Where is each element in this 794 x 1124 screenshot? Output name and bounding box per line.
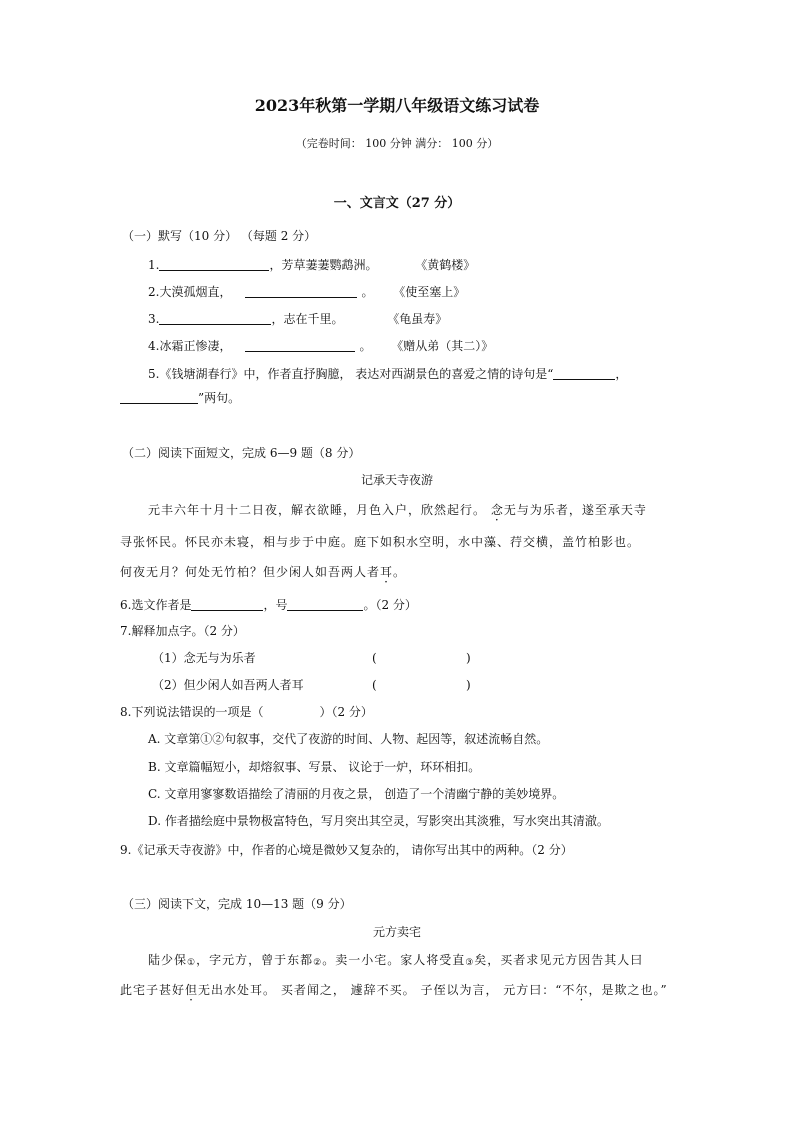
q2-end: 。 xyxy=(361,285,374,299)
q7-item-1-paren-close: ) xyxy=(466,651,471,665)
q1-source: 《黄鹤楼》 xyxy=(415,258,476,272)
passage-text: ，是欺之也。” xyxy=(588,983,668,997)
q4-source: 《赠从弟（其二）》 xyxy=(391,339,494,353)
q4-end: 。 xyxy=(359,339,372,353)
note-marker: ① xyxy=(187,958,197,968)
q6-blank-2[interactable] xyxy=(287,598,363,611)
q6-blank-1[interactable] xyxy=(191,598,263,611)
dotted-char: 尔 xyxy=(575,983,589,997)
passage-text: 矣，买者求见元方因告其人曰 xyxy=(474,953,644,967)
passage-1-line-2: 寻张怀民。怀民亦未寝，相与步于中庭。庭下如积水空明，水中藻、荇交横，盖竹柏影也。 xyxy=(120,535,641,549)
question-8 xyxy=(120,704,373,720)
question-3 xyxy=(148,311,447,327)
question-1 xyxy=(148,257,475,273)
q8-option-c: C. 文章用寥寥数语描绘了清丽的月夜之景， 创造了一个清幽宁静的美妙境界。 xyxy=(148,787,565,801)
passage-text: 何夜无月？何处无竹柏？但少闲人如吾两人者 xyxy=(120,565,381,579)
passage-text: 。卖一小宅。家人将受直 xyxy=(322,953,466,967)
q2-source: 《使至塞上》 xyxy=(393,285,466,299)
exam-subtitle: （完卷时间： 100 分钟 满分： 100 分） xyxy=(295,137,499,150)
question-7-item-2: （2）但少闲人如吾两人者耳 xyxy=(152,678,304,692)
passage-text: 元丰六年十月十二日夜，解衣欲睡，月色入户，欣然起行。 xyxy=(148,503,491,517)
q7-item-1-paren-open: ( xyxy=(372,651,377,665)
passage-text: 无出水处耳。 买者闻之， 遽辞不买。 子侄以为言， 元方曰：“不 xyxy=(198,983,576,997)
q5-text: 5.《钱塘湖春行》中，作者直抒胸臆， 表达对西湖景色的喜爱之情的诗句是“ xyxy=(148,367,554,381)
q8-option-d: D. 作者描绘庭中景物极富特色，写月突出其空灵，写影突出其淡雅，写水突出其清澈。 xyxy=(148,814,609,828)
q6-text: 6.选文作者是 xyxy=(120,598,192,612)
q5-comma: ， xyxy=(615,367,628,381)
question-5 xyxy=(148,366,627,382)
passage-2-line-1 xyxy=(148,952,643,971)
question-5-cont xyxy=(120,390,240,406)
passage-2-line-2 xyxy=(120,982,668,998)
q5-blank-2[interactable] xyxy=(120,391,198,404)
q8-option-a: A. 文章第①②句叙事，交代了夜游的时间、人物、起因等，叙述流畅自然。 xyxy=(148,732,549,746)
q6-text: ，号 xyxy=(263,598,288,612)
q4-text: 4.冰霜正惨凄， xyxy=(148,339,232,353)
q2-text: 2.大漠孤烟直， xyxy=(148,285,232,299)
q3-blank[interactable] xyxy=(159,312,271,325)
exam-title: 2023年秋第一学期八年级语文练习试卷 xyxy=(254,96,540,115)
q3-number: 3. xyxy=(148,312,160,326)
q5-blank-1[interactable] xyxy=(553,367,615,380)
passage-text: 此宅子甚好 xyxy=(120,983,186,997)
q8-option-b: B. 文章篇幅短小，却熔叙事、写景、 议论于一炉，环环相扣。 xyxy=(148,760,481,774)
question-2 xyxy=(148,284,465,300)
q5-end: ”两句。 xyxy=(198,391,241,405)
q7-item-2-paren-open: ( xyxy=(372,678,377,692)
q8-stem: 8.下列说法错误的一项是（ xyxy=(120,705,264,719)
section-title: 一、文言文（27 分） xyxy=(333,196,461,211)
q3-source: 《龟虽寿》 xyxy=(387,312,448,326)
note-marker: ③ xyxy=(465,958,475,968)
q4-blank[interactable] xyxy=(245,339,355,352)
passage-text: 陆少保 xyxy=(148,953,188,967)
q8-stem-end: ）（2 分） xyxy=(319,705,373,719)
dotted-char: 念 xyxy=(490,503,504,517)
passage-text: ，字元方，曾于东都 xyxy=(196,953,314,967)
q2-blank[interactable] xyxy=(245,285,357,298)
passage-text: 无与为乐者，遂至承天寺 xyxy=(503,503,647,517)
passage-1-line-3 xyxy=(120,564,406,580)
part3-heading: （三）阅读下文，完成 10—13 题（9 分） xyxy=(122,897,352,911)
question-9: 9.《记承天寺夜游》中，作者的心境是微妙又复杂的， 请你写出其中的两种。（2 分） xyxy=(120,843,573,857)
passage-title-1: 记承天寺夜游 xyxy=(360,473,433,487)
q1-blank[interactable] xyxy=(159,258,269,271)
dotted-char: 耳 xyxy=(380,565,394,579)
q6-text: 。（2 分） xyxy=(363,598,417,612)
note-marker: ② xyxy=(313,958,323,968)
passage-1-line-1 xyxy=(148,502,647,518)
passage-title-2: 元方卖宅 xyxy=(372,925,421,939)
q3-text: ，志在千里。 xyxy=(271,312,344,326)
question-6 xyxy=(120,597,417,613)
q7-item-2-paren-close: ) xyxy=(466,678,471,692)
passage-text: 。 xyxy=(393,565,407,579)
question-7: 7.解释加点字。（2 分） xyxy=(120,624,245,638)
question-7-item-1: （1）念无与为乐者 xyxy=(152,651,256,665)
part1-heading: （一）默写（10 分） （每题 2 分） xyxy=(122,229,317,243)
dotted-char: 但 xyxy=(185,983,199,997)
q1-text: ，芳草萋萋鹦鹉洲。 xyxy=(269,258,378,272)
q1-number: 1. xyxy=(148,258,160,272)
question-4 xyxy=(148,338,493,354)
part2-heading: （二）阅读下面短文，完成 6—9 题（8 分） xyxy=(122,446,361,460)
